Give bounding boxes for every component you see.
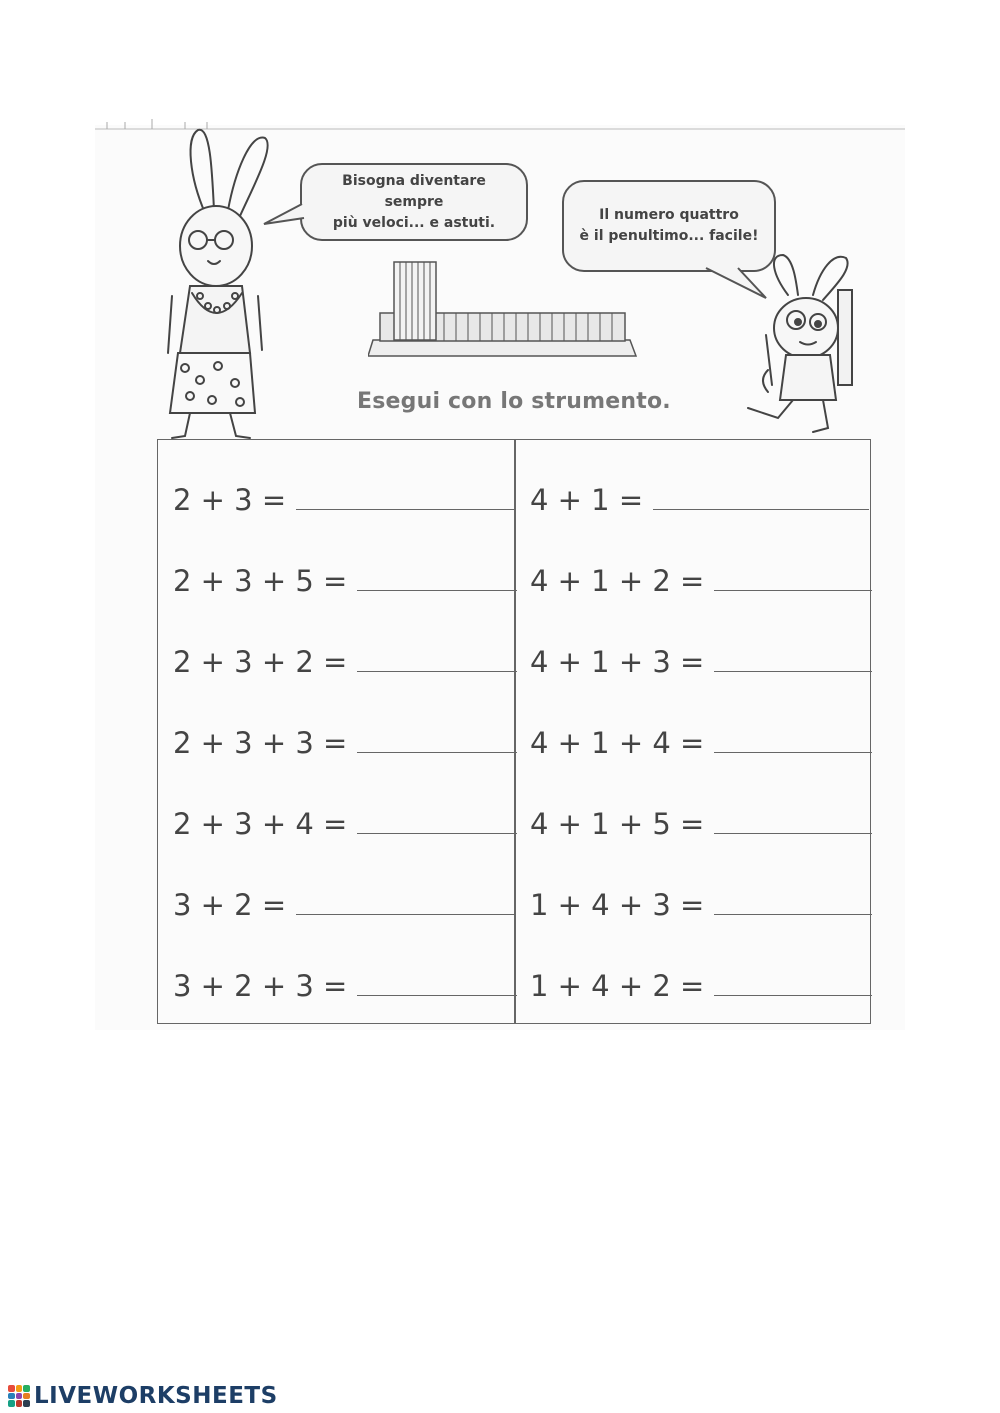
expression: 1 + 4 + 3 =	[530, 888, 705, 922]
answer-line[interactable]	[714, 914, 872, 915]
exercise-right-6	[530, 883, 872, 923]
logo-cell	[8, 1393, 15, 1400]
expression: 3 + 2 =	[173, 888, 287, 922]
logo-cell	[16, 1400, 23, 1407]
exercise-left-2	[173, 559, 517, 599]
bubble-student-line-1: Il numero quattro	[599, 207, 739, 223]
answer-line[interactable]	[296, 914, 516, 915]
exercise-right-2	[530, 559, 872, 599]
exercise-left-7	[173, 964, 517, 1004]
logo-cell	[16, 1393, 23, 1400]
answer-line[interactable]	[357, 995, 517, 996]
expression: 4 + 1 + 4 =	[530, 726, 705, 760]
speech-bubble-teacher-tail	[262, 200, 307, 228]
logo-cell	[8, 1385, 15, 1392]
counting-rods-illustration	[368, 258, 640, 368]
exercise-left-6	[173, 883, 516, 923]
expression: 2 + 3 + 3 =	[173, 726, 348, 760]
logo-cell	[23, 1385, 30, 1392]
exercise-left-4	[173, 721, 517, 761]
expression: 2 + 3 =	[173, 483, 287, 517]
expression: 4 + 1 + 2 =	[530, 564, 705, 598]
logo-grid-icon	[8, 1385, 30, 1407]
expression: 2 + 3 + 4 =	[173, 807, 348, 841]
answer-line[interactable]	[714, 590, 872, 591]
bubble-teacher-line-1: Bisogna diventare sempre	[342, 172, 486, 210]
logo-cell	[23, 1393, 30, 1400]
liveworksheets-logo[interactable]	[8, 1383, 278, 1409]
expression: 2 + 3 + 5 =	[173, 564, 348, 598]
answer-line[interactable]	[714, 671, 872, 672]
speech-bubble-student-tail	[702, 262, 772, 302]
speech-bubble-student	[562, 180, 776, 272]
answer-line[interactable]	[296, 509, 516, 510]
logo-cell	[16, 1385, 23, 1392]
logo-cell	[8, 1400, 15, 1407]
teacher-bunny-illustration	[150, 118, 280, 443]
answer-line[interactable]	[714, 833, 872, 834]
logo-cell	[23, 1400, 30, 1407]
bubble-teacher-line-2: più veloci... e astuti.	[332, 214, 496, 231]
expression: 4 + 1 + 3 =	[530, 645, 705, 679]
exercise-left-5	[173, 802, 517, 842]
exercise-title: Esegui con lo strumento.	[357, 389, 671, 414]
exercise-right-7	[530, 964, 872, 1004]
exercise-left-3	[173, 640, 517, 680]
exercise-left-1	[173, 478, 516, 518]
answer-line[interactable]	[357, 671, 517, 672]
expression: 1 + 4 + 2 =	[530, 969, 705, 1003]
exercise-right-3	[530, 640, 872, 680]
bubble-student-line-2: è il penultimo... facile!	[579, 228, 759, 244]
answer-line[interactable]	[357, 833, 517, 834]
expression: 3 + 2 + 3 =	[173, 969, 348, 1003]
expression: 4 + 1 =	[530, 483, 644, 517]
exercise-grid	[157, 439, 871, 1024]
answer-line[interactable]	[714, 752, 872, 753]
speech-bubble-teacher	[300, 163, 528, 241]
brand-name: LIVEWORKSHEETS	[34, 1383, 278, 1409]
answer-line[interactable]	[357, 590, 517, 591]
exercise-right-1	[530, 478, 869, 518]
exercise-right-4	[530, 721, 872, 761]
exercise-right-5	[530, 802, 872, 842]
answer-line[interactable]	[714, 995, 872, 996]
expression: 4 + 1 + 5 =	[530, 807, 705, 841]
expression: 2 + 3 + 2 =	[173, 645, 348, 679]
answer-line[interactable]	[653, 509, 869, 510]
answer-line[interactable]	[357, 752, 517, 753]
